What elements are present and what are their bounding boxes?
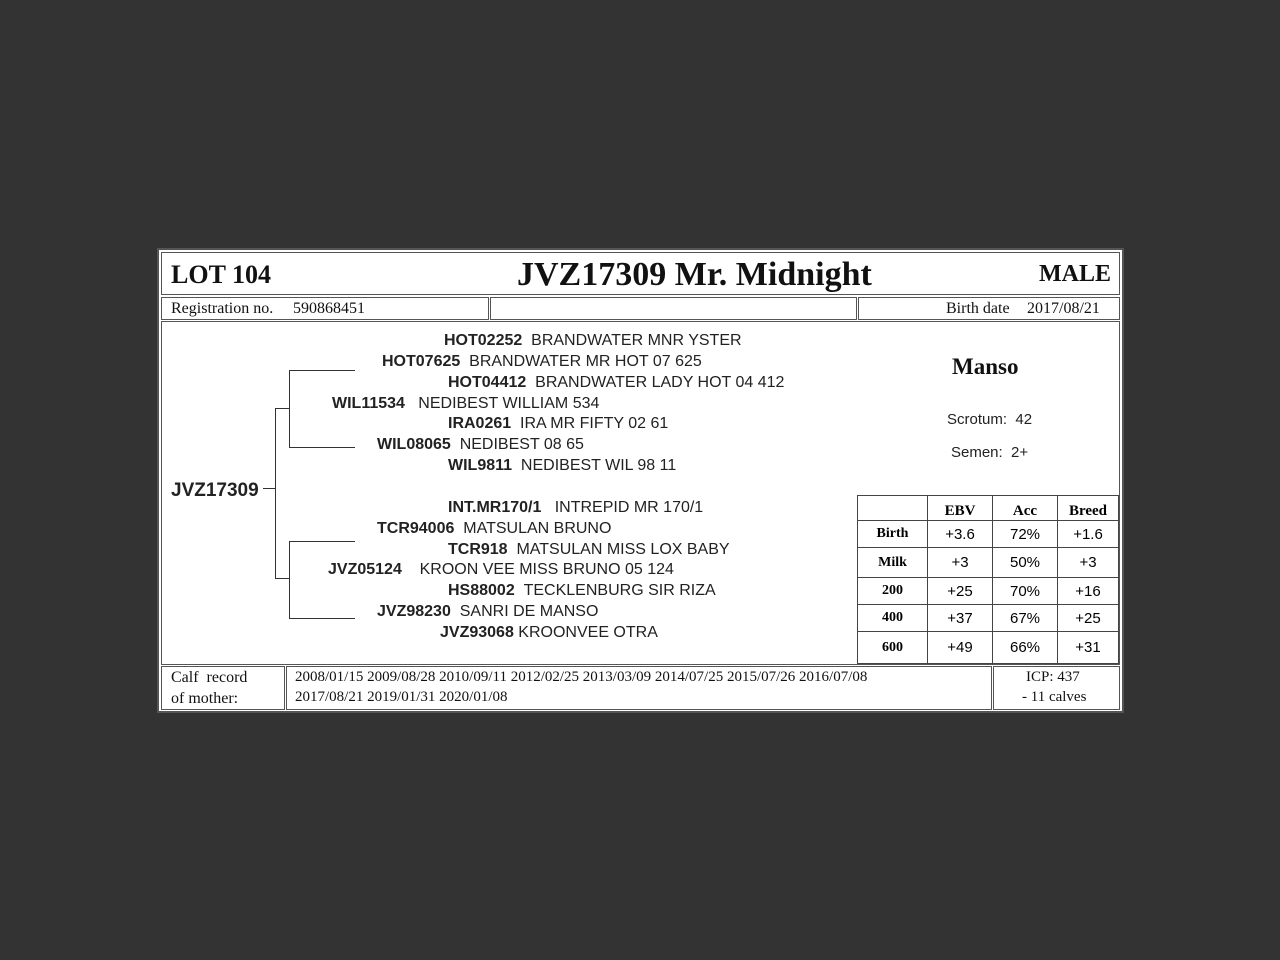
registration-no: 590868451 — [293, 300, 365, 317]
animal-card — [157, 248, 1124, 713]
ebv-header: EBV — [928, 496, 993, 521]
pedigree-name: INTREPID MR 170/1 — [554, 499, 704, 516]
calf-label-line2: of mother: — [171, 690, 239, 707]
side-name: Manso — [952, 354, 1019, 379]
pedigree-name: MATSULAN MISS LOX BABY — [516, 541, 730, 558]
pedigree-code: HS88002 — [448, 582, 515, 599]
pedigree-name: TECKLENBURG SIR RIZA — [523, 582, 716, 599]
acc-value: 72% — [993, 521, 1058, 548]
ebv-row — [858, 632, 1119, 664]
breed-value: +25 — [1058, 605, 1119, 632]
pedigree-dsd — [448, 541, 730, 559]
animal-sex: MALE — [1039, 261, 1111, 287]
scrotum-info — [947, 411, 1032, 428]
acc-header: Acc — [993, 496, 1058, 521]
pedigree-code: WIL9811 — [448, 457, 513, 474]
blank-cell — [490, 297, 857, 320]
pedigree-name: KROON VEE MISS BRUNO 05 124 — [419, 561, 674, 578]
acc-value: 67% — [993, 605, 1058, 632]
pedigree-dds — [448, 582, 716, 600]
pedigree-dam — [328, 561, 674, 579]
pedigree-sds — [448, 415, 668, 433]
calf-dates-line1: 2008/01/15 2009/08/28 2010/09/11 2012/02/25 2013/03/09 2014/07/25 2015/07/26 2016/07/08 — [295, 669, 868, 685]
ebv-header-row — [858, 496, 1119, 521]
lot-number: LOT 104 — [171, 260, 271, 289]
ebv-row-label: 600 — [858, 632, 928, 664]
ebv-row — [858, 578, 1119, 605]
pedigree-name: NEDIBEST 08 65 — [459, 436, 584, 453]
pedigree-sdd — [448, 457, 676, 475]
semen-label: Semen: — [951, 444, 1003, 461]
registration-label: Registration no. — [171, 300, 274, 317]
pedigree-ds — [377, 520, 611, 538]
acc-value: 66% — [993, 632, 1058, 664]
calf-dates-cell — [286, 666, 992, 710]
pedigree-dd — [377, 603, 598, 621]
pedigree-ddd — [440, 624, 658, 642]
ebv-value: +3 — [928, 548, 993, 578]
pedigree-name: BRANDWATER MNR YSTER — [531, 332, 742, 349]
calf-label-line1: Calf record — [171, 669, 248, 686]
birth-date-cell — [858, 297, 1120, 320]
ebv-value: +25 — [928, 578, 993, 605]
pedigree-name: MATSULAN BRUNO — [463, 520, 612, 537]
ebv-corner-cell — [858, 496, 928, 521]
main-vertical-line — [275, 408, 276, 579]
dam-connector — [275, 578, 289, 579]
acc-value: 70% — [993, 578, 1058, 605]
pedigree-code: TCR94006 — [377, 520, 455, 537]
pedigree-code: WIL11534 — [332, 395, 405, 412]
ebv-value: +37 — [928, 605, 993, 632]
ebv-table — [857, 495, 1119, 664]
pedigree-name: SANRI DE MANSO — [459, 603, 599, 620]
pedigree-ssd — [448, 374, 784, 392]
sire-connector — [275, 408, 289, 409]
calf-label-cell — [161, 666, 285, 710]
pedigree-name: NEDIBEST WILLIAM 534 — [418, 395, 600, 412]
header-row — [161, 252, 1120, 295]
ebv-value: +3.6 — [928, 521, 993, 548]
ds-connector — [289, 541, 355, 542]
pedigree-sd — [377, 436, 584, 454]
pedigree-code: INT.MR170/1 — [448, 499, 542, 516]
pedigree-sss — [444, 332, 742, 350]
scrotum-value: 42 — [1015, 411, 1033, 428]
animal-connector — [263, 488, 275, 489]
semen-info — [951, 444, 1028, 461]
dam-vertical-line — [289, 541, 290, 619]
breed-header: Breed — [1058, 496, 1119, 521]
ebv-value: +49 — [928, 632, 993, 664]
pedigree-code: JVZ05124 — [328, 561, 402, 578]
ebv-row-label: 200 — [858, 578, 928, 605]
pedigree-name: KROONVEE OTRA — [518, 624, 658, 641]
pedigree-dss — [448, 499, 703, 517]
ss-connector — [289, 370, 355, 371]
pedigree-name: BRANDWATER LADY HOT 04 412 — [535, 374, 785, 391]
pedigree-code: HOT04412 — [448, 374, 527, 391]
pedigree-code: JVZ93068 — [440, 624, 514, 641]
ebv-row — [858, 521, 1119, 548]
pedigree-name: BRANDWATER MR HOT 07 625 — [469, 353, 702, 370]
breed-value: +31 — [1058, 632, 1119, 664]
semen-value: 2+ — [1011, 444, 1029, 461]
pedigree-name: IRA MR FIFTY 02 61 — [520, 415, 669, 432]
birth-date-label: Birth date — [946, 300, 1010, 317]
pedigree-code: HOT02252 — [444, 332, 523, 349]
pedigree-code: WIL08065 — [377, 436, 451, 453]
birth-date: 2017/08/21 — [1027, 300, 1100, 317]
pedigree-code: TCR918 — [448, 541, 508, 558]
ebv-row — [858, 548, 1119, 578]
pedigree-sire — [332, 395, 599, 413]
pedigree-code: IRA0261 — [448, 415, 512, 432]
animal-id: JVZ17309 — [171, 480, 259, 501]
registration-cell — [161, 297, 489, 320]
calves-count: - 11 calves — [1022, 689, 1087, 705]
ebv-row — [858, 605, 1119, 632]
sd-connector — [289, 447, 355, 448]
breed-value: +16 — [1058, 578, 1119, 605]
pedigree-code: JVZ98230 — [377, 603, 451, 620]
animal-title: JVZ17309 Mr. Midnight — [517, 256, 872, 293]
acc-value: 50% — [993, 548, 1058, 578]
ebv-row-label: Milk — [858, 548, 928, 578]
ebv-row-label: 400 — [858, 605, 928, 632]
calf-dates-line2: 2017/08/21 2019/01/31 2020/01/08 — [295, 689, 508, 705]
dd-connector — [289, 618, 355, 619]
icp-cell — [993, 666, 1120, 710]
scrotum-label: Scrotum: — [947, 411, 1008, 428]
pedigree-ss — [382, 353, 702, 371]
pedigree-code: HOT07625 — [382, 353, 461, 370]
breed-value: +3 — [1058, 548, 1119, 578]
icp-value: ICP: 437 — [1026, 669, 1080, 685]
ebv-row-label: Birth — [858, 521, 928, 548]
pedigree-name: NEDIBEST WIL 98 11 — [520, 457, 677, 474]
breed-value: +1.6 — [1058, 521, 1119, 548]
sire-vertical-line — [289, 370, 290, 448]
